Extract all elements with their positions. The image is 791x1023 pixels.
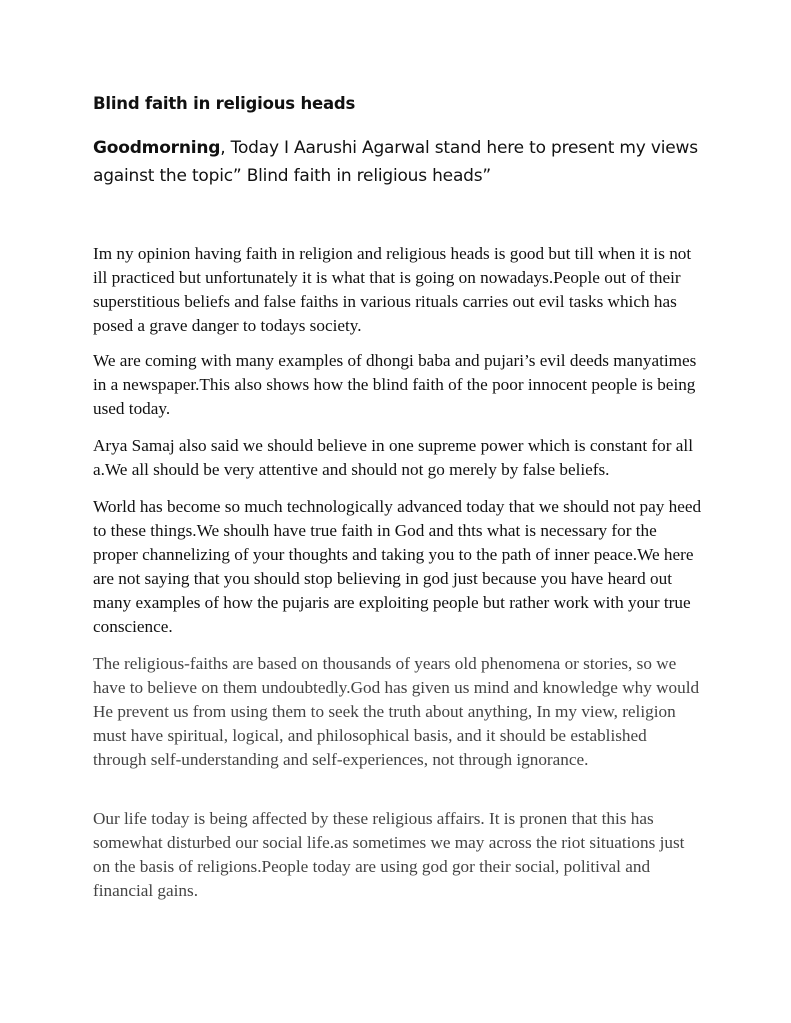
intro-paragraph (93, 134, 703, 190)
paragraph-4: World has become so much technologically advanced today that we should not pay heed to these things.We shoulh have true faith in God and thts what is necessary for the proper channelizing of your thoughts and taking you to the path of inner peace.We here are not saying that you should stop believing in god just because you have heard out many examples of how the pujaris are exploiting people but rather work with your true conscience. (93, 497, 702, 636)
paragraph-3: Arya Samaj also said we should believe in one supreme power which is constant for all a.We all should be very attentive and should not go merely by false beliefs. (93, 436, 693, 479)
paragraph-1: Im ny opinion having faith in religion and religious heads is good but till when it is not ill practiced but unfortunately it is what that is going on nowadays.People out of their superstitious beliefs and false faiths in various rituals carries out evil tasks which has posed a grave danger to todays society. (93, 244, 692, 335)
intro-text: , Today I Aarushi Agarwal stand here to present my views against the topic” Blind faith in religious heads” (93, 138, 698, 186)
paragraph-2: We are coming with many examples of dhongi baba and pujari’s evil deeds manyatimes in a newspaper.This also shows how the blind faith of the poor innocent people is being used today. (93, 351, 697, 418)
document-title: Blind faith in religious heads (93, 94, 356, 113)
intro-greeting: Goodmorning (93, 138, 221, 158)
paragraph-6: Our life today is being affected by these religious affairs. It is pronen that this has somewhat disturbed our social life.as sometimes we may across the riot situations just on the basis of religions.People today are using god gor their social, politival and financial gains. (93, 809, 685, 900)
paragraph-5: The religious-faiths are based on thousands of years old phenomena or stories, so we have to believe on them undoubtedly.God has given us mind and knowledge why would He prevent us from using them to seek the truth about anything, In my view, religion must have spiritual, logical, and philosophical basis, and it should be established through self-understanding and self-experiences, not through ignorance. (93, 654, 700, 769)
